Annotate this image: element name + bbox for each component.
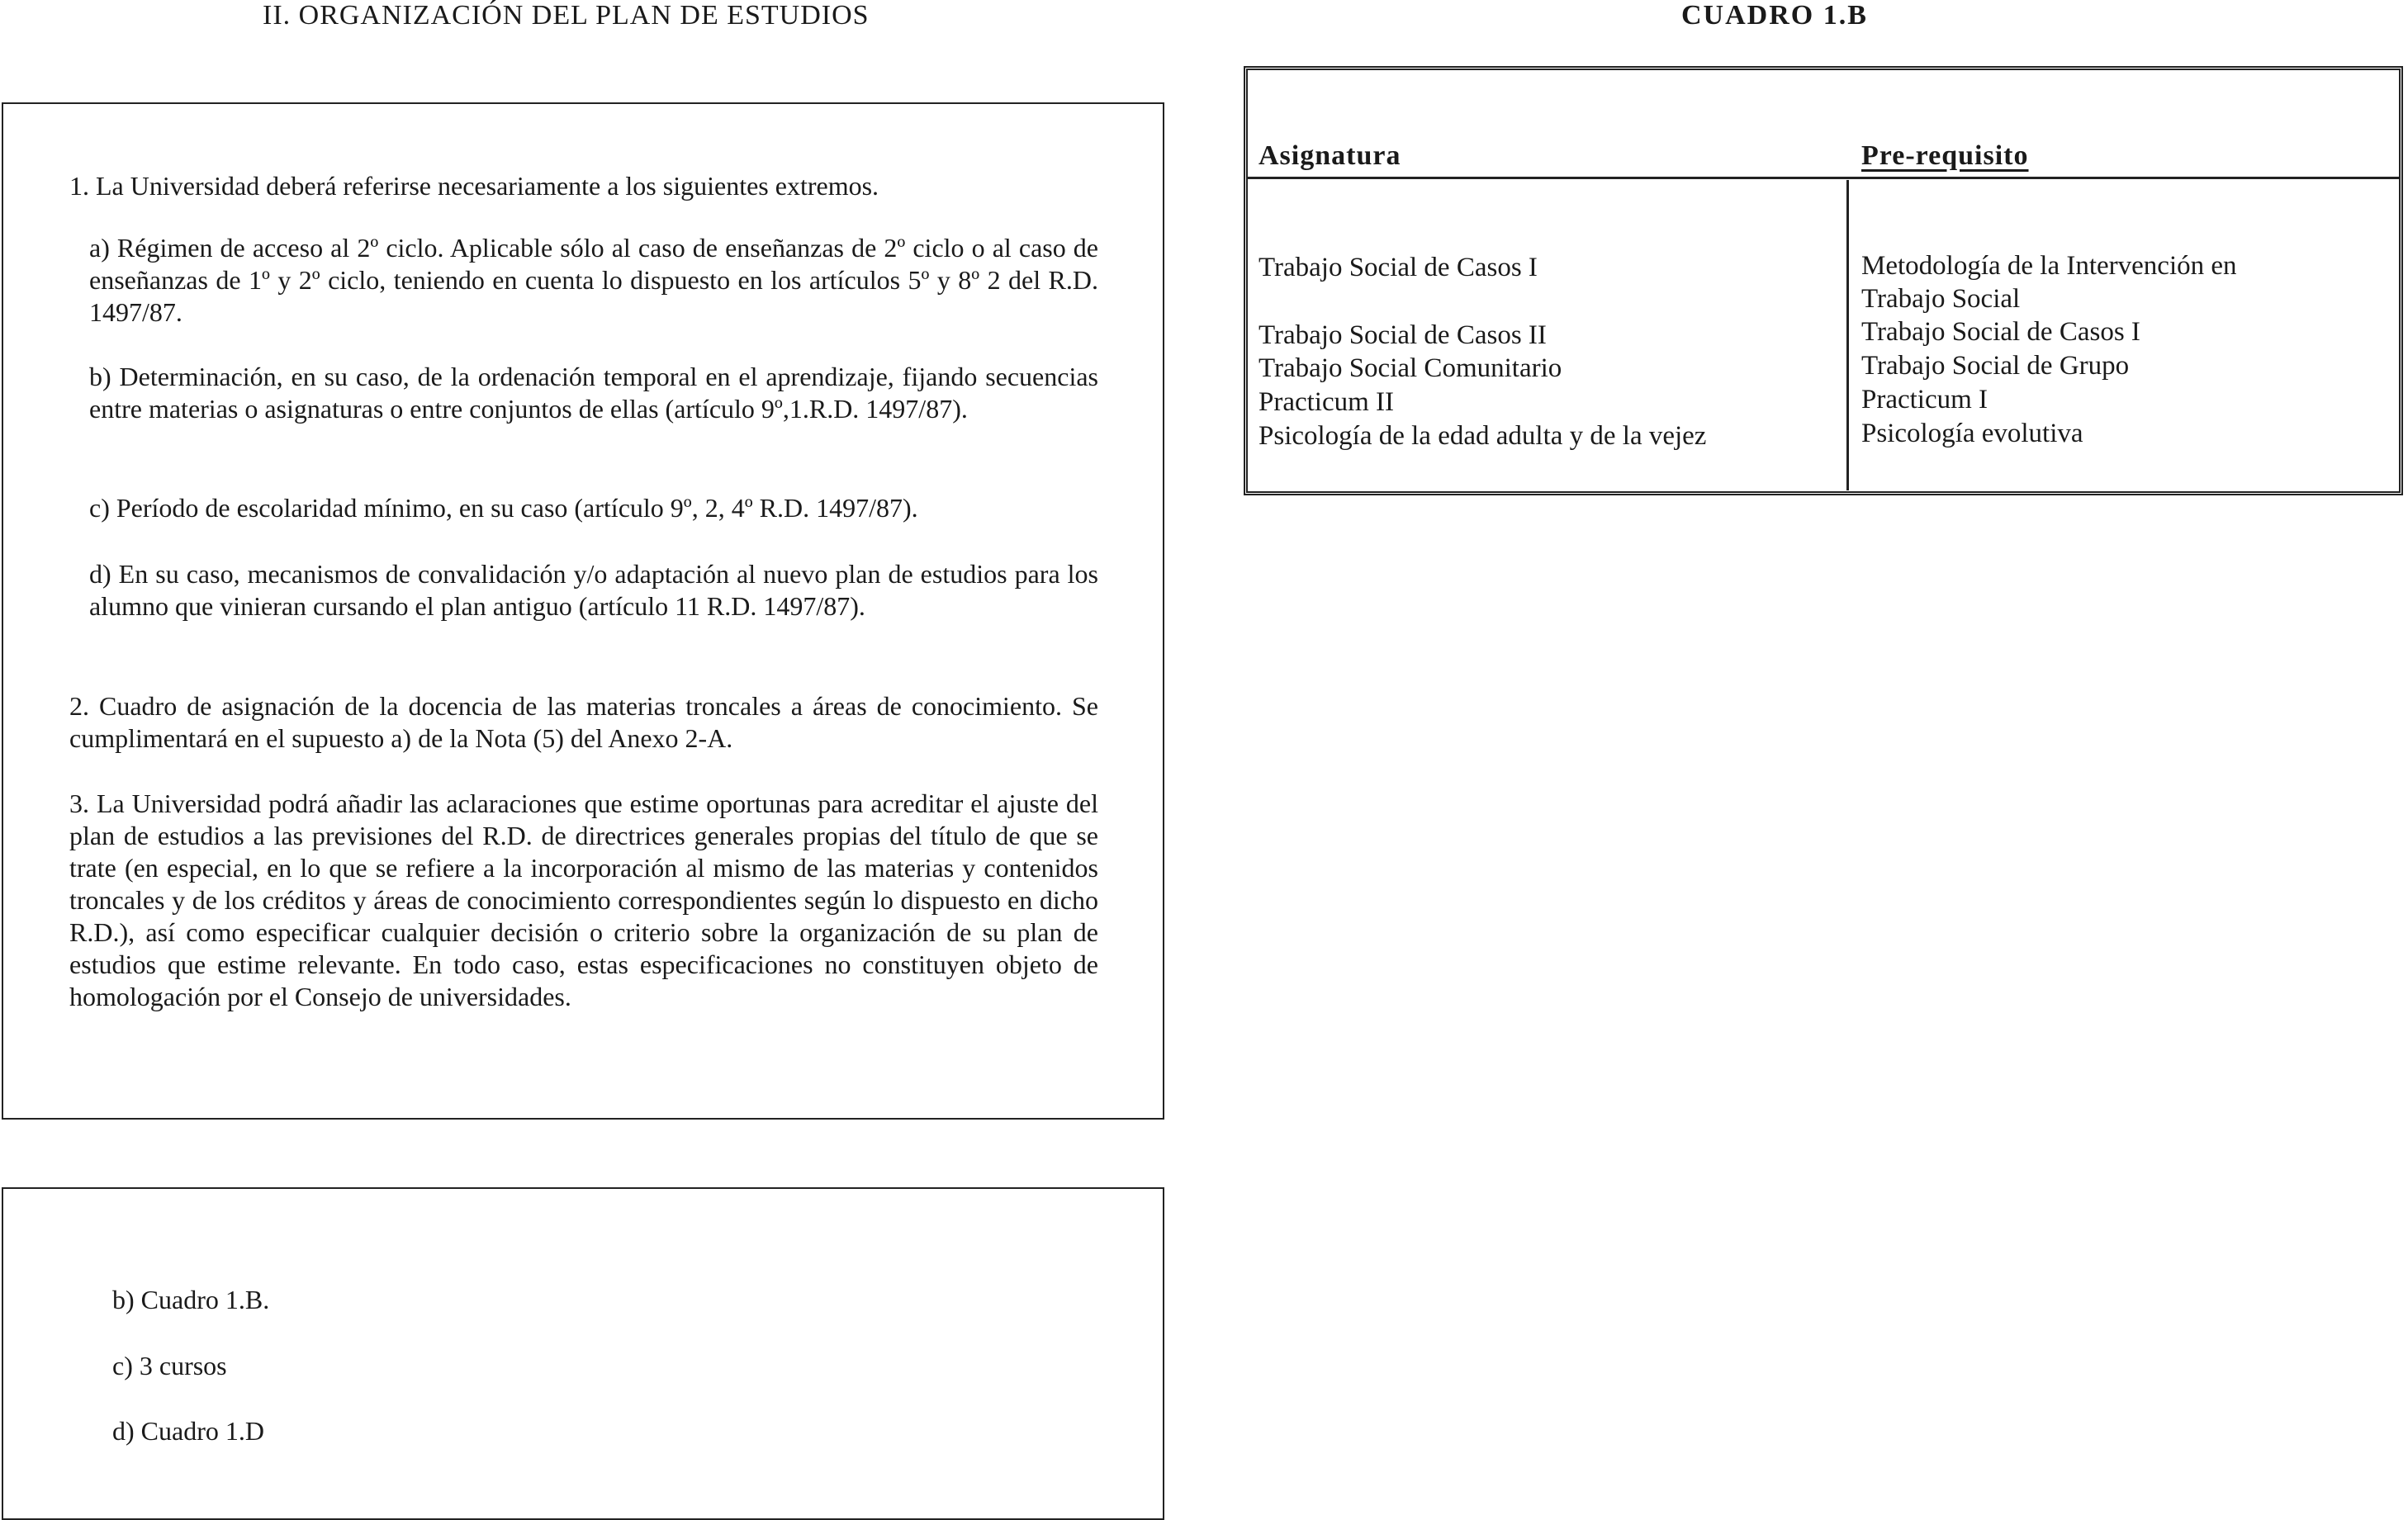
table-cell-subject: Trabajo Social Comunitario xyxy=(1259,353,1562,383)
table-cell-prerequisite: Practicum I xyxy=(1861,385,1988,414)
column-header-subject: Asignatura xyxy=(1259,140,1401,171)
instruction-item-c: c) Período de escolaridad mínimo, en su caso (artículo 9º, 2, 4º R.D. 1497/87). xyxy=(89,493,918,523)
answer-d: d) Cuadro 1.D xyxy=(112,1416,264,1446)
table-cell-subject: Practicum II xyxy=(1259,387,1395,417)
table-cell-prerequisite: Psicología evolutiva xyxy=(1861,419,2083,448)
instruction-item-b: b) Determinación, en su caso, de la ordenación temporal en el aprendizaje, fijando secuencias entre materias o asignaturas o entre conjuntos de ellas (artículo 9º,1.R.D. 1497/87). xyxy=(89,362,1098,424)
answer-b: b) Cuadro 1.B. xyxy=(112,1285,270,1314)
table-cell-subject: Trabajo Social de Casos II xyxy=(1259,320,1547,350)
table-cell-prerequisite: Trabajo Social de Casos I xyxy=(1861,317,2140,347)
instruction-paragraph-2: 2. Cuadro de asignación de la docencia de las materias troncales a áreas de conocimiento. Se cumplimentará en el supuesto a) de la Nota (5) del Anexo 2-A. xyxy=(69,691,1098,753)
table-cell-prerequisite: Trabajo Social de Grupo xyxy=(1861,351,2130,381)
column-header-prerequisite: Pre-requisito xyxy=(1861,140,2029,171)
table-cell-subject: Trabajo Social de Casos I xyxy=(1259,253,1538,282)
table-title: CUADRO 1.B xyxy=(1681,0,1868,31)
instruction-item-d: d) En su caso, mecanismos de convalidación y/o adaptación al nuevo plan de estudios para los alumno que vinieran cursando el plan antiguo (artículo 11 R.D. 1497/87). xyxy=(89,559,1098,621)
table-column-divider xyxy=(1846,180,1849,490)
section-heading: II. ORGANIZACIÓN DEL PLAN DE ESTUDIOS xyxy=(263,0,870,31)
table-cell-prerequisite: Metodología de la Intervención en xyxy=(1861,251,2237,281)
table-cell-prerequisite: Trabajo Social xyxy=(1861,284,2021,314)
instruction-item-a: a) Régimen de acceso al 2º ciclo. Aplicable sólo al caso de enseñanzas de 2º ciclo o al caso de enseñanzas de 1º y 2º ciclo, teniendo en cuenta lo dispuesto en los artículos 5º y 8º 2 del R.D. 1497/87. xyxy=(89,233,1098,327)
table-header-rule xyxy=(1248,177,2399,179)
instruction-paragraph-1: 1. La Universidad deberá referirse necesariamente a los siguientes extremos. xyxy=(69,171,879,201)
answer-c: c) 3 cursos xyxy=(112,1351,227,1380)
instruction-paragraph-3: 3. La Universidad podrá añadir las aclaraciones que estime oportunas para acreditar el ajuste del plan de estudios a las previsiones del R.D. de directrices generales propias del título de que se trate (en especial, en lo que se refiere a la incorporación al mismo de las materias y contenidos troncales y de los créditos y áreas de conocimiento correspondientes según lo dispuesto en dicho R.D.), así como especificar cualquier decisión o criterio sobre la organización de su plan de estudios que estime relevante. En todo caso, estas especificaciones no constituyen objeto de homologación por el Consejo de universidades. xyxy=(69,788,1098,1011)
table-cell-subject: Psicología de la edad adulta y de la vejez xyxy=(1259,421,1707,451)
